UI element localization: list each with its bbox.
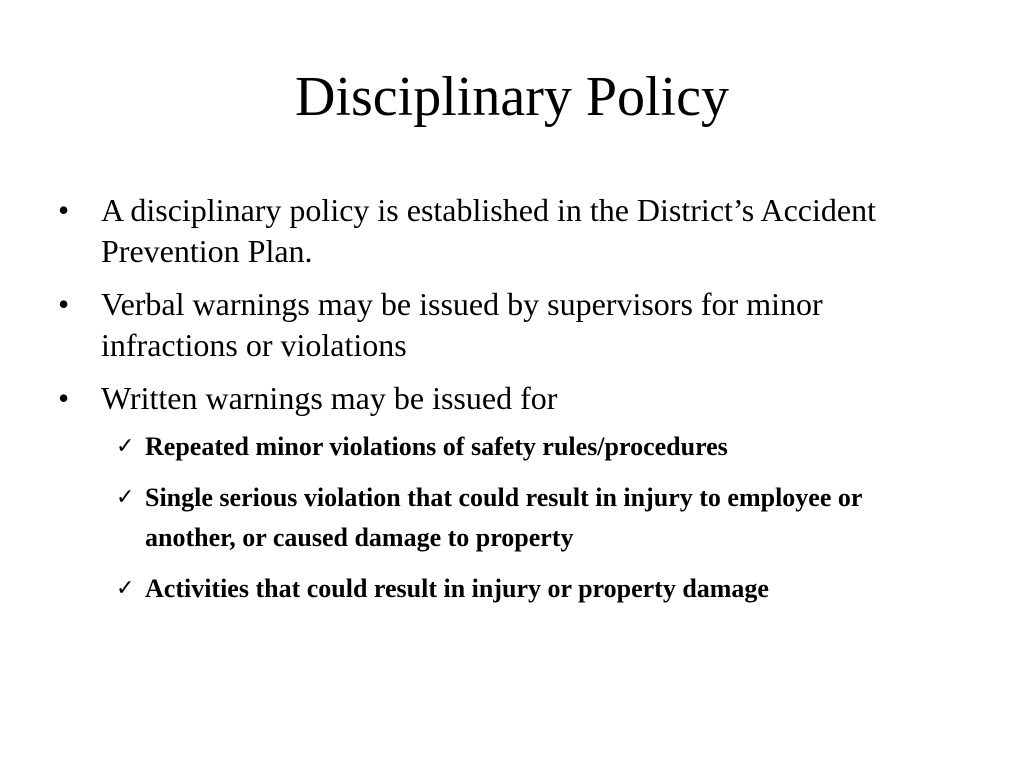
bullet-item — [58, 378, 958, 609]
check-icon: ✓ — [116, 434, 135, 459]
sub-bullet-item — [58, 478, 925, 558]
bullet-text: Written warnings may be issued for — [101, 380, 558, 416]
sub-bullet-text: Activities that could result in injury or property damage — [145, 574, 769, 603]
check-icon: ✓ — [116, 485, 135, 510]
sub-bullet-item — [58, 427, 925, 467]
sub-bullet-text: Single serious violation that could result in injury to employee or another, or caused damage to property — [145, 483, 862, 552]
bullet-item — [58, 284, 958, 366]
bullet-text: Verbal warnings may be issued by supervisors for minor infractions or violations — [101, 286, 823, 363]
sub-bullet-text: Repeated minor violations of safety rules/procedures — [145, 432, 728, 461]
bullet-text: A disciplinary policy is established in the District’s Accident Prevention Plan. — [101, 192, 876, 269]
bullet-list — [58, 190, 958, 621]
check-icon: ✓ — [116, 576, 135, 601]
sub-bullet-list — [58, 427, 915, 609]
bullet-marker: • — [58, 380, 70, 416]
slide-title: Disciplinary Policy — [295, 66, 729, 128]
bullet-marker: • — [58, 192, 70, 228]
bullet-item — [58, 190, 958, 272]
bullet-marker: • — [58, 286, 70, 322]
sub-bullet-item — [58, 569, 925, 609]
